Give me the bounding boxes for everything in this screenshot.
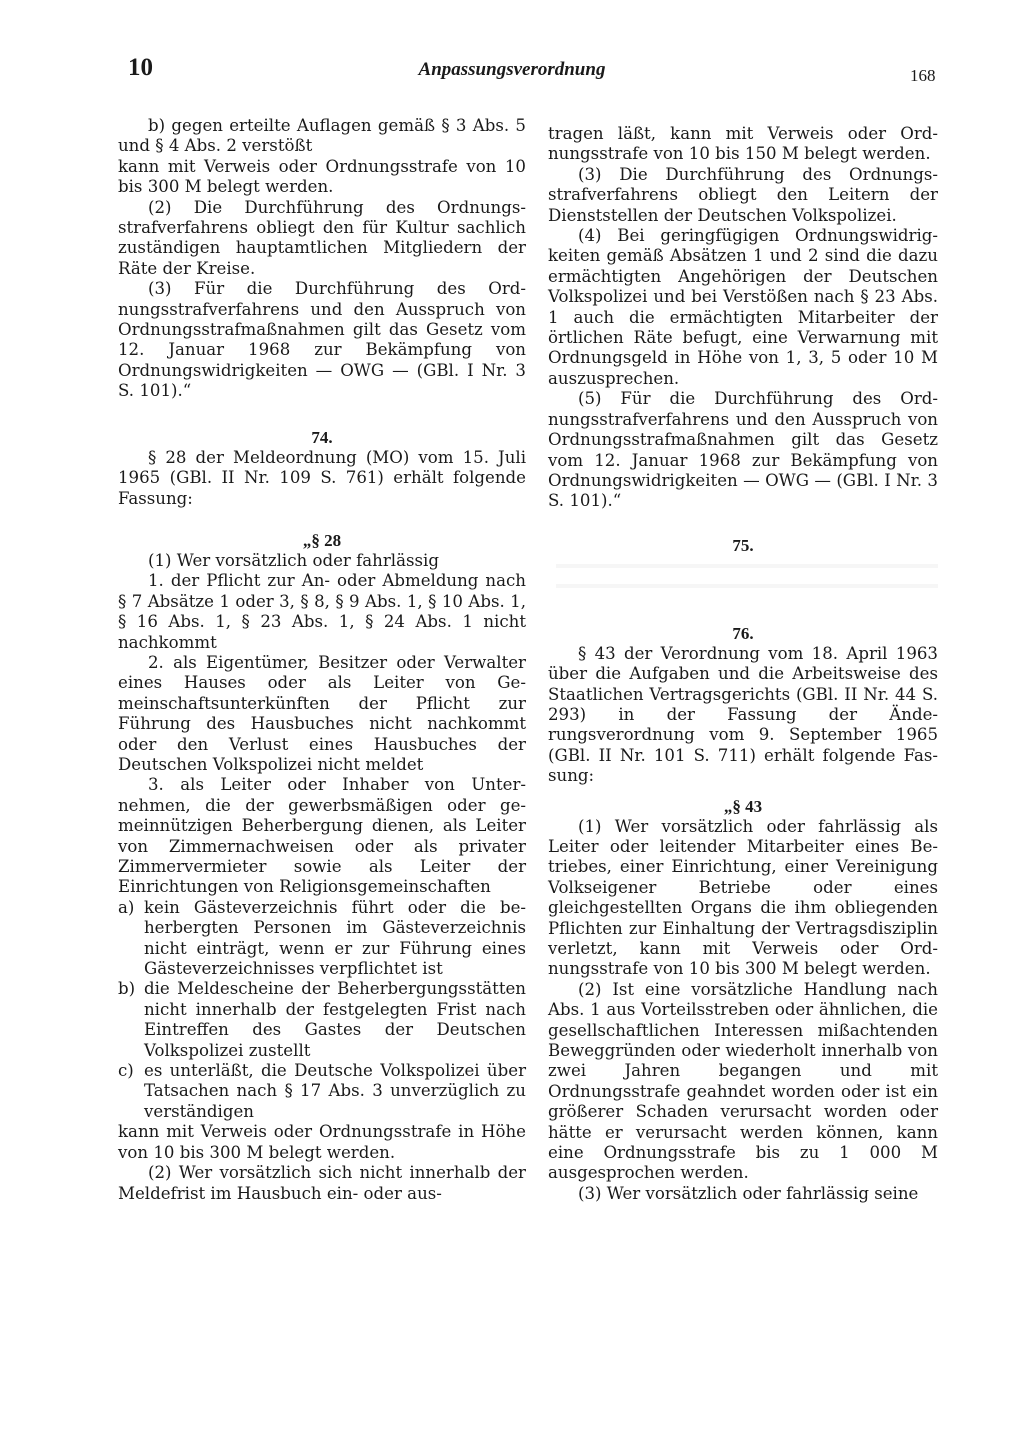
paragraph: § 28 der Meldeordnung (MO) vom 15. Juli 1965 (GBl. II Nr. 109 S. 761) erhält folgende Fassung: <box>118 447 526 508</box>
list-item-label: c) <box>118 1061 134 1081</box>
paragraph: tragen läßt, kann mit Verweis oder Ordnungsstrafe von 10 bis 150 M belegt werden. <box>548 124 938 164</box>
paragraph: kann mit Verweis oder Ordnungsstrafe von 10 bis 300 M belegt werden. <box>118 156 526 197</box>
paragraph: 2. als Eigentümer, Besitzer oder Verwalter eines Hauses oder als Leiter von Gemeinschaftsunterkünften der Pflicht zur Führung des Hausbuches nicht nachkommt oder den Verlust eines Hausbuches der Deutschen Volkspolizei nicht meldet <box>118 652 526 774</box>
list-item-text: die Meldescheine der Beherbergungsstätten nicht innerhalb der festgelegten Frist nach Eintreffen des Gastes der Deutschen Volkspolizei zustellt <box>144 979 526 1060</box>
chapter-number: 10 <box>128 54 153 81</box>
list-item <box>118 1061 526 1122</box>
paragraph: kann mit Verweis oder Ordnungsstrafe in Höhe von 10 bis 300 M belegt werden. <box>118 1122 526 1162</box>
paragraph: b) gegen erteilte Auflagen gemäß § 3 Abs. 5 und § 4 Abs. 2 verstößt <box>118 116 526 156</box>
paragraph: (3) Wer vorsätzlich oder fahrlässig seine <box>578 1183 919 1203</box>
paragraph: 3. als Leiter oder Inhaber von Unternehmen, die der gewerbsmäßigen oder gemeinnützigen Beherbergung dienen, als Leiter von Zimmernachweisen oder als privater Zimmervermieter sowie als Leiter der Einrichtungen von Religionsgemeinschaften <box>118 775 526 897</box>
paragraph: 1. der Pflicht zur An- oder Abmeldung nach § 7 Absätze 1 oder 3, § 8, § 9 Abs. 1, § 10 Abs. 1, § 16 Abs. 1, § 23 Abs. 1, § 24 Abs. 1 nicht nachkommt <box>118 571 526 652</box>
paragraph: (5) Für die Durchführung des Ordnungsstrafverfahrens und den Ausspruch von Ordnungsstrafmaßnahmen gilt das Gesetz vom 12. Januar 1968 zur Bekämpfung von Ordnungswidrigkeiten — OWG — (GBl. I Nr. 3 S. 101).“ <box>548 389 938 511</box>
page-number: 168 <box>910 66 936 85</box>
section-heading-par43: „§ 43 <box>723 796 763 816</box>
left-column <box>118 116 526 1204</box>
right-column <box>548 124 938 1204</box>
running-title: Anpassungsverordnung <box>418 59 606 80</box>
paragraph: (4) Bei geringfügigen Ordnungswidrigkeiten gemäß Absätzen 1 und 2 sind die dazu ermächtigten Angehörigen der Deutschen Volkspolizei und bei Verstößen nach § 23 Abs. 1 auch die ermächtigten Mitarbeiter der örtlichen Räte befugt, eine Verwarnung mit Ordnungsgeld in Höhe von 1, 3, 5 oder 10 M auszusprechen. <box>548 226 938 388</box>
section-heading-75: 75. <box>732 535 754 555</box>
faded-text-region <box>556 556 938 590</box>
paragraph: (2) Wer vorsätzlich sich nicht innerhalb der Meldefrist im Hausbuch ein- oder aus- <box>118 1163 526 1203</box>
paragraph: (1) Wer vorsätzlich oder fahrlässig <box>148 550 439 570</box>
paragraph: (3) Die Durchführung des Ordnungsstrafverfahrens obliegt den Leitern der Dienststellen der Deutschen Volkspolizei. <box>548 164 938 225</box>
list-item-label: a) <box>118 897 135 917</box>
paragraph: (2) Die Durchführung des Ordnungsstrafverfahrens obliegt den für Kultur sachlich zuständigen hauptamtlichen Mitgliedern der Räte der Kreise. <box>118 197 526 278</box>
paragraph: (2) Ist eine vorsätzliche Handlung nach Abs. 1 aus Vorteilsstreben oder ähnlichen, die gesellschaftlichen Interessen mißachtenden Beweggründen oder wiederholt innerhalb von zwei Jahren begangen und mit Ordnungsstrafe geahndet worden oder ist ein größerer Schaden verursacht worden oder hätte er verursacht werden können, kann eine Ordnungsstrafe bis zu 1 000 M ausgesprochen werden. <box>548 979 938 1183</box>
section-heading-74: 74. <box>311 427 333 447</box>
paragraph: § 43 der Verordnung vom 18. April 1963 über die Aufgaben und die Arbeitsweise des Staatlichen Vertragsgerichts (GBl. II Nr. 44 S. 293) in der Fassung der Änderungsverordnung vom 9. September 1965 (GBl. II Nr. 101 S. 711) erhält folgende Fassung: <box>548 643 938 786</box>
list-item <box>118 979 526 1061</box>
section-heading-76: 76. <box>732 623 754 643</box>
list-item-label: b) <box>118 979 136 999</box>
list-item-text: es unterläßt, die Deutsche Volkspolizei über Tatsachen nach § 17 Abs. 3 unverzüglich zu verständigen <box>144 1061 526 1121</box>
paragraph: (1) Wer vorsätzlich oder fahrlässig als Leiter oder leitender Mitarbeiter eines Betriebes, einer Einrichtung, einer Vereinigung Volkseigener Betriebe oder eines gleichgestellten Organs die ihm obliegenden Pflichten zur Einhaltung der Vertragsdisziplin verletzt, kann mit Verweis oder Ordnungsstrafe von 10 bis 300 M belegt werden. <box>548 816 938 979</box>
section-heading-par28: „§ 28 <box>302 530 342 550</box>
list-item-text: kein Gästeverzeichnis führt oder die beherbergten Personen im Gästeverzeichnis nicht einträgt, wenn er zur Führung eines Gästeverzeichnisses verpflichtet ist <box>144 897 526 979</box>
list-item <box>118 898 526 980</box>
paragraph: (3) Für die Durchführung des Ordnungsstrafverfahrens und den Ausspruch von Ordnungsstrafmaßnahmen gilt das Gesetz vom 12. Januar 1968 zur Bekämpfung von Ordnungswidrigkeiten — OWG — (GBl. I Nr. 3 S. 101).“ <box>118 279 526 401</box>
